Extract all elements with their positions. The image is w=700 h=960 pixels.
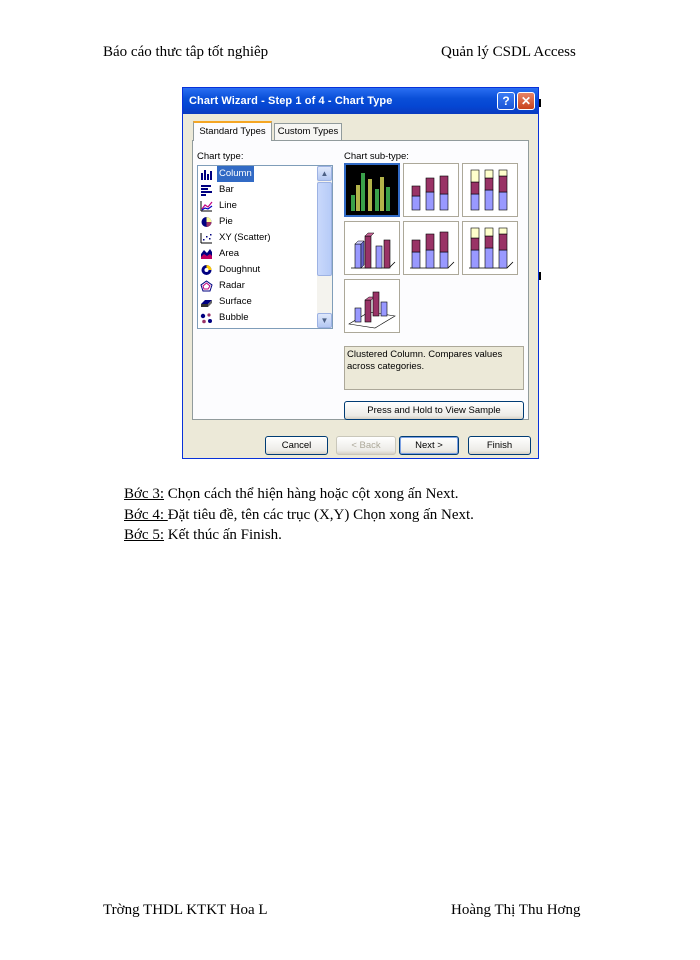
chart-type-item-bubble[interactable] xyxy=(200,310,316,326)
chart-subtype-label: Chart sub-type: xyxy=(344,151,409,162)
next-button[interactable]: Next > xyxy=(399,436,459,455)
chart-type-label-text: Column xyxy=(217,166,254,182)
column-chart-icon xyxy=(200,168,213,180)
pie-chart-icon xyxy=(200,216,213,228)
page-footer-right: Hoàng Thị Thu Hơng xyxy=(451,902,581,918)
chart-type-item-column[interactable] xyxy=(200,166,316,182)
subtype-3d-stacked-column[interactable] xyxy=(403,221,459,275)
percent-stacked-column-icon xyxy=(463,164,517,216)
subtype-3d-clustered-column[interactable] xyxy=(344,221,400,275)
close-button[interactable]: ✕ xyxy=(517,92,535,110)
chart-type-list[interactable] xyxy=(197,165,333,329)
chart-wizard-dialog xyxy=(182,87,539,459)
chart-type-label-text: Radar xyxy=(219,280,245,291)
scroll-thumb[interactable] xyxy=(317,182,332,276)
body-line-step-5 xyxy=(124,527,282,544)
3d-stacked-column-icon xyxy=(404,222,458,274)
chart-type-label-text: Line xyxy=(219,200,237,211)
scroll-up-button[interactable]: ▲ xyxy=(317,166,332,181)
back-button[interactable]: < Back xyxy=(336,436,396,455)
step-text: Chọn cách thể hiện hàng hoặc cột xong ấn Next. xyxy=(164,486,459,502)
chart-type-item-xy-scatter[interactable] xyxy=(200,230,316,246)
3d-column-icon xyxy=(345,280,399,332)
clustered-column-icon xyxy=(346,165,398,215)
chart-type-item-doughnut[interactable] xyxy=(200,262,316,278)
chart-type-label-text: Area xyxy=(219,248,240,259)
3d-percent-stacked-column-icon xyxy=(463,222,517,274)
scroll-down-button[interactable]: ▼ xyxy=(317,313,332,328)
subtype-3d-column[interactable] xyxy=(344,279,400,333)
surface-chart-icon xyxy=(200,296,213,308)
subtype-3d-100-stacked-column[interactable] xyxy=(462,221,518,275)
dialog-title: Chart Wizard - Step 1 of 4 - Chart Type xyxy=(189,95,393,107)
chart-type-label-text: Bubble xyxy=(219,312,249,323)
step-label: Bớc 3: xyxy=(124,486,165,502)
step-text: Đặt tiêu đề, tên các trục (X,Y) Chọn xong ấn Next. xyxy=(167,507,474,523)
subtype-description: Clustered Column. Compares values across categories. xyxy=(344,346,524,390)
step-text: Kết thúc ấn Finish. xyxy=(164,527,282,543)
chart-type-scrollbar[interactable] xyxy=(317,166,332,328)
stacked-column-icon xyxy=(404,164,458,216)
view-sample-button[interactable]: Press and Hold to View Sample xyxy=(344,401,524,420)
line-chart-icon xyxy=(200,200,213,212)
subtype-clustered-column[interactable] xyxy=(344,163,400,217)
finish-button[interactable]: Finish xyxy=(468,436,531,455)
margin-mark xyxy=(539,99,541,107)
chart-type-item-radar[interactable] xyxy=(200,278,316,294)
body-line-step-4 xyxy=(124,507,474,524)
page-header-right: Quản lý CSDL Access xyxy=(441,44,576,60)
page-header-left: Báo cáo thưc tâp tốt nghiêp xyxy=(103,44,269,60)
chart-type-item-area[interactable] xyxy=(200,246,316,262)
page-footer-left: Trờng THDL KTKT Hoa L xyxy=(103,902,268,918)
3d-clustered-column-icon xyxy=(345,222,399,274)
chart-type-item-bar[interactable] xyxy=(200,182,316,198)
chart-type-label-text: Doughnut xyxy=(219,264,261,275)
chart-type-item-surface[interactable] xyxy=(200,294,316,310)
subtype-100-stacked-column[interactable] xyxy=(462,163,518,217)
margin-mark xyxy=(539,272,541,280)
cancel-button[interactable]: Cancel xyxy=(265,436,328,455)
scatter-chart-icon xyxy=(200,232,213,244)
chart-type-item-line[interactable] xyxy=(200,198,316,214)
dialog-titlebar[interactable] xyxy=(183,88,538,114)
bubble-chart-icon xyxy=(200,312,213,324)
tab-standard-types[interactable]: Standard Types xyxy=(193,121,272,141)
chart-type-label-text: Pie xyxy=(219,216,233,227)
chart-type-label: Chart type: xyxy=(197,151,244,162)
chart-type-label-text: XY (Scatter) xyxy=(219,232,271,243)
radar-chart-icon xyxy=(200,280,213,292)
body-line-step-3 xyxy=(124,486,459,503)
chart-type-label-text: Surface xyxy=(219,296,252,307)
doughnut-chart-icon xyxy=(200,264,213,276)
chart-type-label-text: Bar xyxy=(219,184,234,195)
subtype-stacked-column[interactable] xyxy=(403,163,459,217)
step-label: Bớc 4: xyxy=(124,507,168,523)
step-label: Bớc 5: xyxy=(124,527,165,543)
chart-type-item-pie[interactable] xyxy=(200,214,316,230)
help-button[interactable]: ? xyxy=(497,92,515,110)
tab-custom-types[interactable]: Custom Types xyxy=(274,123,342,140)
area-chart-icon xyxy=(200,248,213,260)
bar-chart-icon xyxy=(200,184,213,196)
